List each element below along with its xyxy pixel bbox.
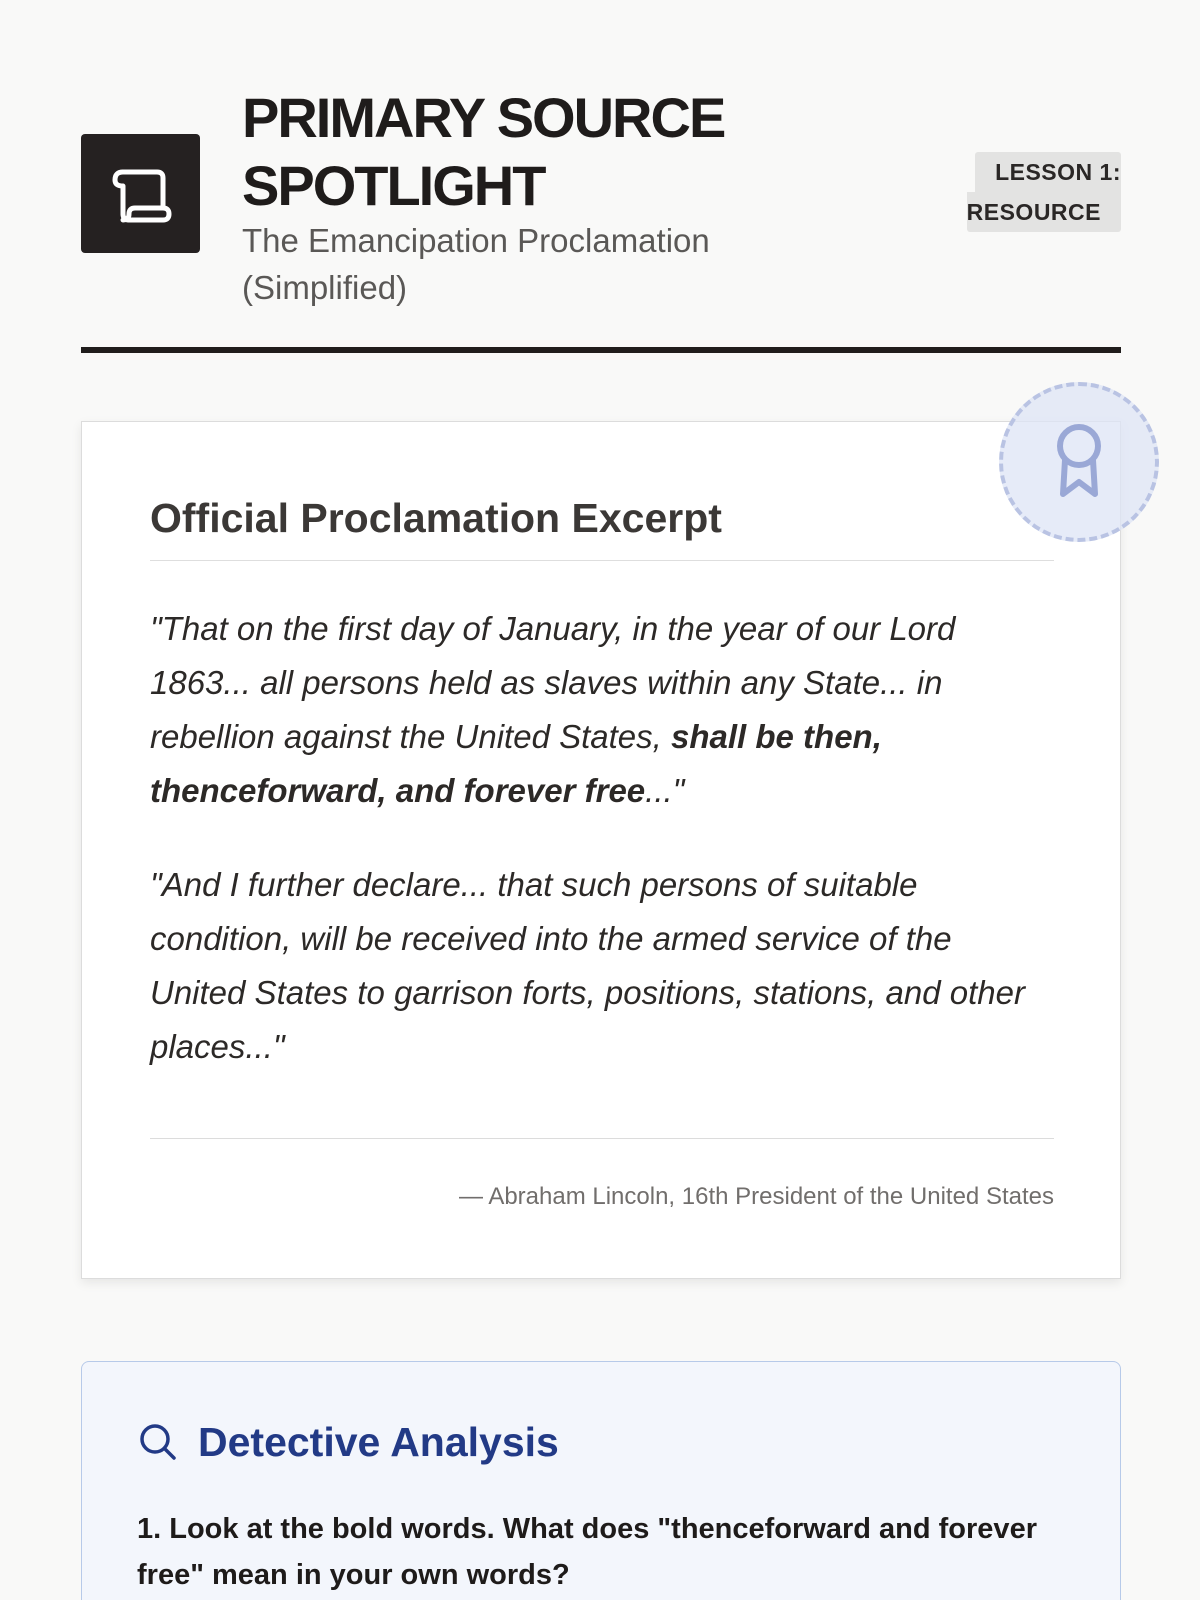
proclamation-card	[81, 421, 1121, 1279]
attribution: — Abraham Lincoln, 16th President of the United States	[458, 1183, 1054, 1210]
search-icon	[138, 1422, 178, 1462]
lesson-label: LESSON 1:	[975, 152, 1121, 192]
quote-1-text: "That on the first day of January, in the year of our Lord 1863... all persons held as slaves within any State... in rebellion against the United States,	[150, 610, 956, 755]
question-1: 1. Look at the bold words. What does "thenceforward and forever free" mean in your own words?	[137, 1513, 1037, 1591]
award-ribbon-icon	[1049, 422, 1109, 502]
page-header	[81, 84, 1121, 354]
card-divider	[150, 1138, 1054, 1139]
page-title: PRIMARY SOURCE SPOTLIGHT	[242, 86, 725, 217]
detective-analysis-section	[81, 1361, 1121, 1600]
lesson-badge	[967, 152, 1121, 232]
quote-excerpt-1	[150, 602, 1054, 818]
card-title: Official Proclamation Excerpt	[150, 490, 1054, 561]
scroll-icon	[109, 164, 173, 224]
header-divider	[81, 347, 1121, 353]
quote-1-emphasis: shall be then, thenceforward, and forever free	[150, 718, 882, 809]
seal-badge	[999, 382, 1159, 542]
logo-badge	[81, 134, 200, 253]
analysis-title: Detective Analysis	[198, 1419, 559, 1465]
analysis-header	[138, 1414, 559, 1470]
quote-1-tail: ..."	[645, 772, 685, 809]
resource-label: RESOURCE	[967, 192, 1121, 232]
quote-excerpt-2: "And I further declare... that such persons of suitable condition, will be received into the armed service of the United States to garrison forts, positions, stations, and other places..."	[150, 866, 1025, 1065]
page-subtitle: The Emancipation Proclamation (Simplified)	[242, 222, 710, 306]
